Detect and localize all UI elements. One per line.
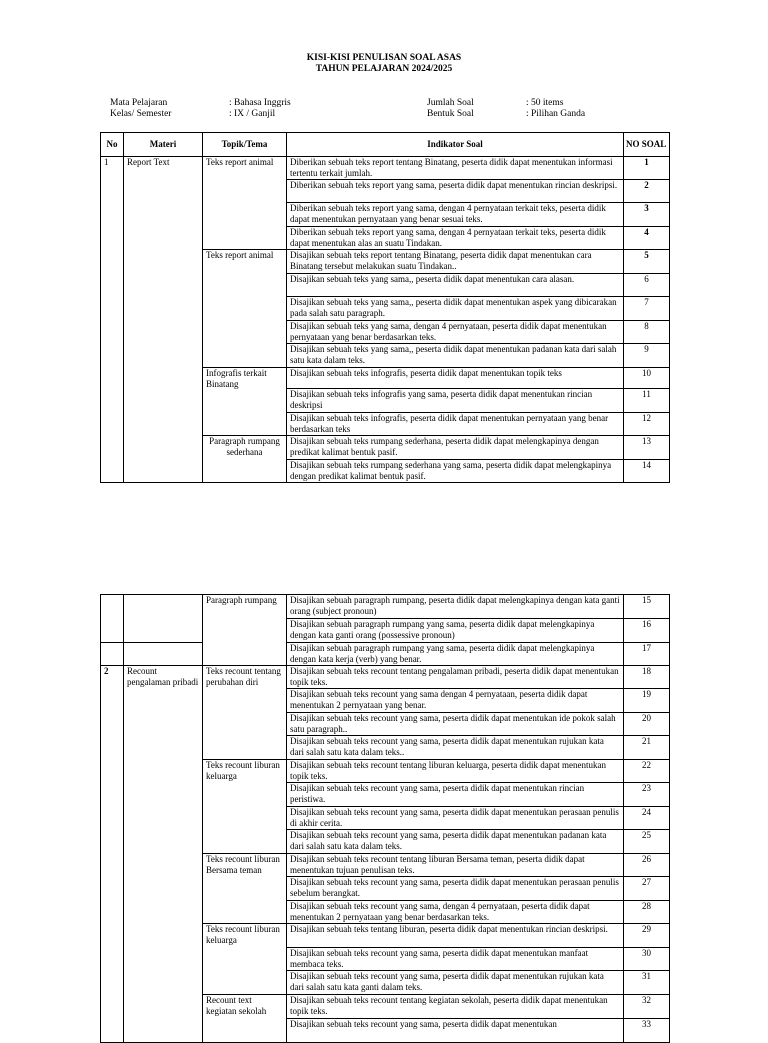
- jumlah-value: : 50 items: [526, 98, 564, 108]
- indikator-cell: Disajikan sebuah teks recount tentang liburan Bersama teman, peserta didik dapat menentukan tujuan penulisan teks.: [287, 854, 624, 877]
- topic-cell: Paragraph rumpang sederhana: [203, 436, 287, 483]
- indikator-cell: Disajikan sebuah teks infografis, peserta didik dapat menentukan topik teks: [287, 368, 624, 389]
- no-soal-cell: 30: [624, 948, 670, 971]
- materi-cell: Recount pengalaman pribadi: [124, 666, 203, 1043]
- kisi-table-page-1: [100, 132, 670, 483]
- row-no: [101, 643, 124, 666]
- indikator-cell: Disajikan sebuah teks recount yang sama, peserta didik dapat menentukan padanan kata dari salah satu kata dalam teks.: [287, 830, 624, 854]
- indikator-cell: Disajikan sebuah teks recount yang sama, peserta didik dapat menentukan rujukan kata dari salah satu kata dalam teks..: [287, 736, 624, 760]
- no-soal-cell: 14: [624, 460, 670, 483]
- jumlah-label: Jumlah Soal: [427, 98, 474, 108]
- indikator-cell: Disajikan sebuah paragraph rumpang yang sama, peserta didik dapat melengkapinya dengan kata kerja (verb) yang benar.: [287, 643, 624, 666]
- topic-cell: Paragraph rumpang: [203, 595, 287, 666]
- materi-cell: [124, 643, 203, 666]
- no-soal-cell: 6: [624, 274, 670, 297]
- indikator-cell: Disajikan sebuah teks tentang liburan, peserta didik dapat menentukan rincian deskripsi.: [287, 924, 624, 948]
- no-soal-cell: 21: [624, 736, 670, 760]
- no-soal-cell: 3: [624, 203, 670, 227]
- no-soal-cell: 24: [624, 807, 670, 830]
- no-soal-cell: 31: [624, 971, 670, 995]
- indikator-cell: Diberikan sebuah teks report yang sama, dengan 4 pernyataan terkait teks, peserta didik dapat menentukan alas an suatu Tindakan.: [287, 227, 624, 250]
- no-soal-cell: 10: [624, 368, 670, 389]
- indikator-cell: Disajikan sebuah teks recount yang sama, peserta didik dapat menentukan rincian peristiwa.: [287, 783, 624, 807]
- mapel-label: Mata Pelajaran: [110, 98, 168, 108]
- no-soal-cell: 9: [624, 344, 670, 368]
- indikator-cell: Disajikan sebuah paragraph rumpang yang sama, peserta didik dapat melengkapinya dengan kata ganti orang (possessive pronoun): [287, 619, 624, 643]
- kelas-value: : IX / Ganjil: [229, 109, 276, 119]
- indikator-cell: Diberikan sebuah teks report yang sama, dengan 4 pernyataan terkait teks, peserta didik dapat menentukan pernyataan yang benar sesuai teks.: [287, 203, 624, 227]
- indikator-cell: Disajikan sebuah teks recount yang sama, peserta didik dapat menentukan: [287, 1019, 624, 1043]
- no-soal-cell: 2: [624, 180, 670, 203]
- no-soal-cell: 17: [624, 643, 670, 666]
- no-soal-cell: 16: [624, 619, 670, 643]
- no-soal-cell: 29: [624, 924, 670, 948]
- header-topik: Topik/Tema: [203, 133, 287, 157]
- materi-cell: [124, 595, 203, 643]
- doc-title: KISI-KISI PENULISAN SOAL ASAS: [306, 53, 462, 63]
- indikator-cell: Disajikan sebuah teks rumpang sederhana, peserta didik dapat melengkapinya dengan predikat kalimat bentuk pasif.: [287, 436, 624, 460]
- row-no: 2: [101, 666, 124, 1043]
- kisi-table-page-2: [100, 594, 670, 1043]
- bentuk-value: : Pilihan Ganda: [526, 109, 586, 119]
- doc-subtitle: TAHUN PELAJARAN 2024/2025: [315, 64, 453, 74]
- kelas-label: Kelas/ Semester: [110, 109, 172, 119]
- no-soal-cell: 25: [624, 830, 670, 854]
- no-soal-cell: 22: [624, 760, 670, 783]
- no-soal-cell: 4: [624, 227, 670, 250]
- indikator-cell: Disajikan sebuah teks rumpang sederhana yang sama, peserta didik dapat melengkapinya dengan predikat kalimat bentuk pasif.: [287, 460, 624, 483]
- topic-cell: Recount text kegiatan sekolah: [203, 995, 287, 1043]
- indikator-cell: Disajikan sebuah teks recount yang sama, peserta didik dapat menentukan perasaan penulis di akhir cerita.: [287, 807, 624, 830]
- no-soal-cell: 11: [624, 389, 670, 413]
- indikator-cell: Disajikan sebuah teks recount yang sama, dengan 4 pernyataan, peserta didik dapat menentukan 2 pernyataan yang benar berdasarkan teks.: [287, 901, 624, 924]
- bentuk-label: Bentuk Soal: [427, 109, 474, 119]
- topic-cell: Teks report animal: [203, 157, 287, 250]
- header-no-soal: NO SOAL: [624, 133, 670, 157]
- no-soal-cell: 12: [624, 413, 670, 436]
- header-materi: Materi: [124, 133, 203, 157]
- indikator-cell: Disajikan sebuah teks yang sama,, peserta didik dapat menentukan cara alasan.: [287, 274, 624, 297]
- header-indikator: Indikator Soal: [287, 133, 624, 157]
- indikator-cell: Disajikan sebuah teks yang sama, dengan 4 pernyataan, peserta didik dapat menentukan pernyataan yang benar berdasarkan teks.: [287, 321, 624, 344]
- mapel-value: : Bahasa Inggris: [229, 98, 291, 108]
- indikator-cell: Disajikan sebuah teks recount tentang pengalaman pribadi, peserta didik dapat menentukan topik teks.: [287, 666, 624, 689]
- indikator-cell: Disajikan sebuah teks infografis, peserta didik dapat menentukan pernyataan yang benar berdasarkan teks: [287, 413, 624, 436]
- topic-cell: Teks recount liburan Bersama teman: [203, 854, 287, 924]
- no-soal-cell: 33: [624, 1019, 670, 1043]
- no-soal-cell: 28: [624, 901, 670, 924]
- indikator-cell: Disajikan sebuah teks recount yang sama, peserta didik dapat menentukan ide pokok salah satu paragraph..: [287, 713, 624, 736]
- row-no: [101, 595, 124, 643]
- topic-cell: Teks report animal: [203, 250, 287, 368]
- topic-cell: Teks recount liburan keluarga: [203, 760, 287, 854]
- no-soal-cell: 20: [624, 713, 670, 736]
- indikator-cell: Diberikan sebuah teks report yang sama, peserta didik dapat menentukan rincian deskripsi.: [287, 180, 624, 203]
- no-soal-cell: 26: [624, 854, 670, 877]
- row-no: 1: [101, 157, 124, 483]
- header-no: No: [101, 133, 124, 157]
- indikator-cell: Disajikan sebuah teks recount tentang liburan keluarga, peserta didik dapat menentukan topik teks.: [287, 760, 624, 783]
- no-soal-cell: 32: [624, 995, 670, 1019]
- indikator-cell: Diberikan sebuah teks report tentang Binatang, peserta didik dapat menentukan informasi tertentu terkait jumlah.: [287, 157, 624, 180]
- no-soal-cell: 5: [624, 250, 670, 274]
- no-soal-cell: 18: [624, 666, 670, 689]
- no-soal-cell: 7: [624, 297, 670, 321]
- indikator-cell: Disajikan sebuah teks yang sama,, peserta didik dapat menentukan aspek yang dibicarakan pada salah satu paragraph.: [287, 297, 624, 321]
- topic-cell: Infografis terkait Binatang: [203, 368, 287, 436]
- indikator-cell: Disajikan sebuah teks recount yang sama dengan 4 pernyataan, peserta didik dapat menentukan 2 pernyataan yang benar.: [287, 689, 624, 713]
- no-soal-cell: 13: [624, 436, 670, 460]
- indikator-cell: Disajikan sebuah teks recount yang sama, peserta didik dapat menentukan perasaan penulis sebelum berangkat.: [287, 877, 624, 901]
- indikator-cell: Disajikan sebuah teks recount tentang kegiatan sekolah, peserta didik dapat menentukan topik teks.: [287, 995, 624, 1019]
- no-soal-cell: 1: [624, 157, 670, 180]
- no-soal-cell: 23: [624, 783, 670, 807]
- topic-cell: Teks recount tentang perubahan diri: [203, 666, 287, 760]
- topic-cell: Teks recount liburan keluarga: [203, 924, 287, 995]
- indikator-cell: Disajikan sebuah teks report tentang Binatang, peserta didik dapat menentukan cara Binatang tersebut melakukan suatu Tindakan..: [287, 250, 624, 274]
- indikator-cell: Disajikan sebuah teks recount yang sama, peserta didik dapat menentukan rujukan kata dari salah satu kata ganti dalam teks.: [287, 971, 624, 995]
- indikator-cell: Disajikan sebuah paragraph rumpang, peserta didik dapat melengkapinya dengan kata ganti orang (subject pronoun): [287, 595, 624, 619]
- indikator-cell: Disajikan sebuah teks infografis yang sama, peserta didik dapat menentukan rincian deskripsi: [287, 389, 624, 413]
- indikator-cell: Disajikan sebuah teks recount yang sama, peserta didik dapat menentukan manfaat membaca teks.: [287, 948, 624, 971]
- no-soal-cell: 8: [624, 321, 670, 344]
- materi-cell: Report Text: [124, 157, 203, 483]
- indikator-cell: Disajikan sebuah teks yang sama,, peserta didik dapat menentukan padanan kata dari salah satu kata dalam teks.: [287, 344, 624, 368]
- no-soal-cell: 27: [624, 877, 670, 901]
- no-soal-cell: 15: [624, 595, 670, 619]
- no-soal-cell: 19: [624, 689, 670, 713]
